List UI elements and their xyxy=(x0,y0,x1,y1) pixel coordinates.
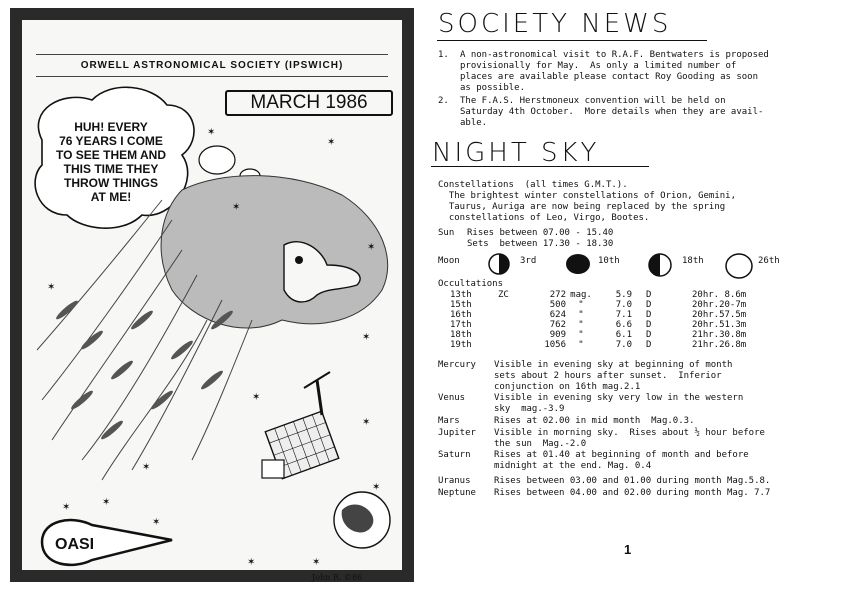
table-cell: 21hr.26.8m xyxy=(692,340,747,350)
moon-phase-date: 26th xyxy=(758,256,780,266)
table-cell: 19th xyxy=(450,340,472,350)
table-cell: 20hr.57.5m xyxy=(692,310,747,320)
table-cell: 6.6 xyxy=(615,320,632,330)
svg-text:✶: ✶ xyxy=(47,282,56,293)
planet-description: Rises between 03.00 and 01.00 during month Mag.5.8. xyxy=(494,476,771,486)
table-cell: 6.1 xyxy=(615,330,632,340)
table-cell: 762 xyxy=(549,320,566,330)
first-quarter-moon-icon xyxy=(487,252,511,276)
society-news-heading: SOCIETY NEWS xyxy=(438,9,672,39)
cover-page xyxy=(10,8,414,582)
table-cell xyxy=(498,320,526,330)
moon-phase-date: 10th xyxy=(598,256,620,266)
svg-text:✶: ✶ xyxy=(207,127,216,138)
new-moon-icon xyxy=(724,252,754,280)
table-cell: " xyxy=(578,320,584,330)
table-cell: 500 xyxy=(549,300,566,310)
table-cell: 17th xyxy=(450,320,472,330)
table-row xyxy=(438,310,782,320)
svg-text:✶: ✶ xyxy=(142,462,151,473)
table-cell: 18th xyxy=(450,330,472,340)
table-cell xyxy=(498,330,526,340)
table-cell: 1056 xyxy=(544,340,566,350)
svg-text:✶: ✶ xyxy=(62,502,71,513)
occultations-label: Occultations xyxy=(438,279,504,289)
oasi-logo-text: OASI xyxy=(55,536,95,553)
planet-description: Visible in evening sky at beginning of month sets about 2 hours after sunset. Inferior conjunction on 16th mag.2.1 xyxy=(494,360,733,392)
planet-name: Venus xyxy=(438,393,466,403)
table-cell: " xyxy=(578,300,584,310)
page-number: 1 xyxy=(624,542,632,557)
table-cell: 624 xyxy=(549,310,566,320)
svg-text:✶: ✶ xyxy=(102,497,111,508)
space-probe xyxy=(262,372,339,479)
svg-text:✶: ✶ xyxy=(247,557,256,568)
table-cell: mag. xyxy=(570,290,592,300)
table-cell: 909 xyxy=(549,330,566,340)
table-cell: 7.0 xyxy=(615,340,632,350)
full-moon-icon xyxy=(565,252,591,276)
table-cell: D xyxy=(646,300,652,310)
table-cell: 15th xyxy=(450,300,472,310)
table-row xyxy=(438,320,782,330)
table-cell: 20hr.20-7m xyxy=(692,300,747,310)
table-cell: " xyxy=(578,330,584,340)
planet-description: Visible in morning sky. Rises about ½ hour before the sun Mag.-2.0 xyxy=(494,428,765,449)
table-cell xyxy=(498,310,526,320)
svg-text:✶: ✶ xyxy=(367,242,376,253)
table-row xyxy=(438,300,782,310)
table-cell: 20hr. 8.6m xyxy=(692,290,747,300)
svg-text:✶: ✶ xyxy=(152,517,161,528)
table-cell: 13th xyxy=(450,290,472,300)
sun-rises: Rises between 07.00 - 15.40 xyxy=(467,228,614,238)
table-cell: D xyxy=(646,330,652,340)
sun-sets: Sets between 17.30 - 18.30 xyxy=(467,239,614,249)
planet-name: Uranus xyxy=(438,476,471,486)
table-cell: D xyxy=(646,320,652,330)
svg-text:✶: ✶ xyxy=(362,332,371,343)
svg-text:✶: ✶ xyxy=(232,202,241,213)
table-cell: " xyxy=(578,310,584,320)
comet-eye xyxy=(295,256,303,264)
table-cell: D xyxy=(646,310,652,320)
moon-phase-date: 18th xyxy=(682,256,704,266)
table-cell: 7.1 xyxy=(615,310,632,320)
svg-text:✶: ✶ xyxy=(372,482,381,493)
moon-label: Moon xyxy=(438,256,460,266)
bubble-puff xyxy=(199,146,235,174)
planet-description: Rises between 04.00 and 02.00 during month Mag. 7.7 xyxy=(494,488,771,498)
planet-name: Jupiter xyxy=(438,428,476,438)
table-row xyxy=(438,290,782,300)
planet-description: Rises at 01.40 at beginning of month and before midnight at the end. Mag. 0.4 xyxy=(494,450,749,471)
last-quarter-moon-icon xyxy=(646,252,674,278)
planet-name: Saturn xyxy=(438,450,471,460)
heading-underline xyxy=(437,40,707,41)
issue-date: MARCH 1986 xyxy=(225,90,393,116)
occultations-table xyxy=(438,290,782,350)
table-cell: 20hr.51.3m xyxy=(692,320,747,330)
table-cell: ZC xyxy=(498,290,509,300)
table-cell xyxy=(498,340,526,350)
society-title: ORWELL ASTRONOMICAL SOCIETY (IPSWICH) xyxy=(80,60,344,71)
table-row xyxy=(438,330,782,340)
sun-label: Sun xyxy=(438,228,455,238)
table-cell: D xyxy=(646,290,652,300)
planet-description: Visible in evening sky very low in the western sky mag.-3.9 xyxy=(494,393,744,414)
table-cell xyxy=(498,300,526,310)
planet-name: Neptune xyxy=(438,488,476,498)
planet-name: Mars xyxy=(438,416,460,426)
table-cell: 7.0 xyxy=(615,300,632,310)
table-cell: D xyxy=(646,340,652,350)
table-cell: 272 xyxy=(549,290,566,300)
night-sky-heading: NIGHT SKY xyxy=(432,138,600,168)
planet-name: Mercury xyxy=(438,360,476,370)
constellations-text: Constellations (all times G.M.T.). The brightest winter constellations of Orion, Gemini, Taurus, Auriga are now being replaced by the spring constellations of Leo, Virgo, Bootes. xyxy=(438,180,737,223)
artist-signature: John R. ©86 xyxy=(312,573,363,582)
table-cell: 21hr.30.8m xyxy=(692,330,747,340)
svg-text:✶: ✶ xyxy=(312,557,321,568)
table-cell: 5.9 xyxy=(615,290,632,300)
svg-text:✶: ✶ xyxy=(327,137,336,148)
table-cell: 16th xyxy=(450,310,472,320)
tail-dashes xyxy=(54,299,234,442)
svg-text:✶: ✶ xyxy=(362,417,371,428)
moon-phase-date: 3rd xyxy=(520,256,537,266)
comet-head xyxy=(161,176,388,328)
table-cell: " xyxy=(578,340,584,350)
cover-inner xyxy=(22,20,402,582)
heading-underline xyxy=(431,166,649,167)
speech-text: HUH! EVERY 76 YEARS I COME TO SEE THEM AND THIS TIME THEY THROW THINGS AT ME! xyxy=(55,120,166,204)
svg-text:✶: ✶ xyxy=(252,392,261,403)
table-row xyxy=(438,340,782,350)
comet-illustration xyxy=(22,20,402,570)
planet-description: Rises at 02.00 in mid month Mag.0.3. xyxy=(494,416,695,426)
